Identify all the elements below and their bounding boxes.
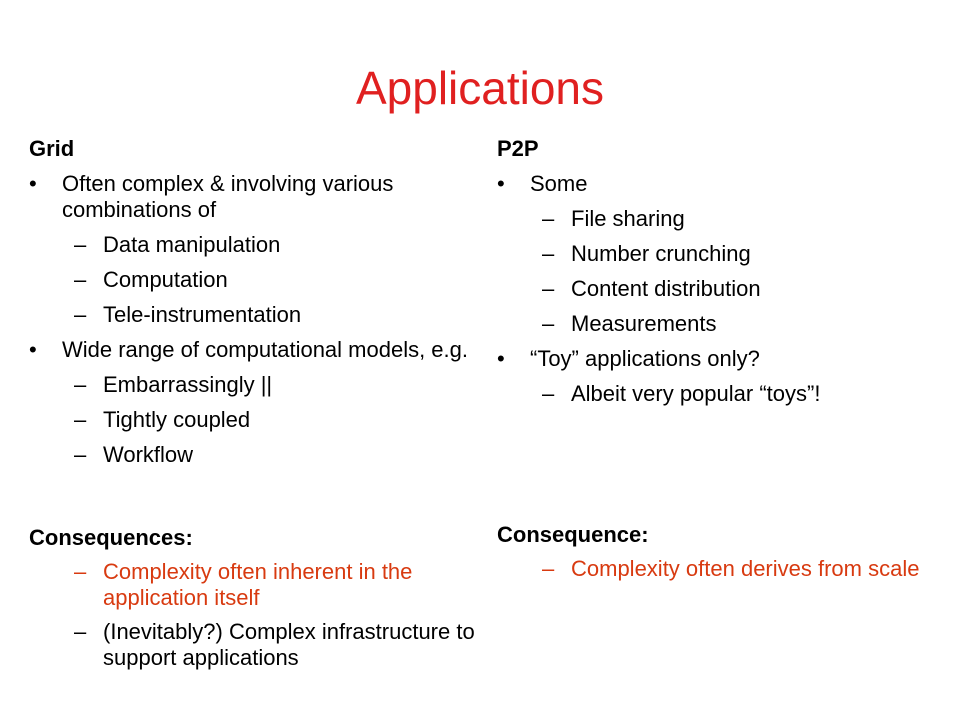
dash-icon: – — [542, 206, 555, 231]
grid-consequences — [29, 525, 484, 671]
bullet-text: Wide range of computational models, e.g. — [62, 337, 469, 362]
consequences-heading: Consequences: — [29, 525, 193, 550]
bullet-text: Some — [530, 171, 588, 196]
sub-item-text: Computation — [103, 267, 228, 292]
p2p-sub-item — [497, 241, 937, 267]
slide-title: Applications — [355, 62, 605, 114]
dash-icon: – — [542, 311, 555, 336]
dash-icon: – — [542, 381, 555, 406]
grid-sub-item — [29, 232, 484, 258]
consequence-item — [29, 619, 484, 671]
dash-icon: – — [542, 556, 555, 581]
sub-item-text: File sharing — [571, 206, 685, 231]
consequence-item — [497, 556, 937, 582]
p2p-bullet — [497, 346, 937, 372]
dash-icon: – — [74, 442, 87, 467]
p2p-sub-item — [497, 311, 937, 337]
p2p-sub-item — [497, 206, 937, 232]
sub-item-text: Albeit very popular “toys”! — [571, 381, 821, 406]
p2p-consequence — [497, 522, 937, 582]
bullet-icon: • — [29, 171, 37, 196]
p2p-sub-item — [497, 276, 937, 302]
grid-sub-item — [29, 372, 484, 398]
bullet-icon: • — [497, 346, 505, 371]
bullet-icon: • — [29, 337, 37, 362]
p2p-column — [497, 136, 937, 407]
dash-icon: – — [74, 302, 87, 327]
dash-icon: – — [542, 276, 555, 301]
grid-bullet — [29, 171, 484, 223]
grid-sub-item — [29, 302, 484, 328]
consequence-text: Complexity often derives from scale — [571, 556, 920, 581]
p2p-heading: P2P — [497, 136, 539, 161]
p2p-bullet — [497, 171, 937, 197]
sub-item-text: Workflow — [103, 442, 194, 467]
grid-bullet — [29, 337, 484, 363]
consequence-heading: Consequence: — [497, 522, 649, 547]
dash-icon: – — [74, 407, 87, 432]
sub-item-text: Number crunching — [571, 241, 751, 266]
sub-item-text: Content distribution — [571, 276, 761, 301]
bullet-text: “Toy” applications only? — [530, 346, 760, 371]
consequence-text: Complexity often inherent in the application itself — [103, 559, 413, 610]
bullet-icon: • — [497, 171, 505, 196]
grid-heading: Grid — [29, 136, 75, 161]
sub-item-text: Tightly coupled — [103, 407, 251, 432]
grid-column — [29, 136, 484, 468]
grid-sub-item — [29, 442, 484, 468]
bullet-text: Often complex & involving various combinations of — [62, 171, 394, 222]
dash-icon: – — [74, 619, 87, 644]
sub-item-text: Measurements — [571, 311, 717, 336]
dash-icon: – — [74, 372, 87, 397]
consequence-item — [29, 559, 484, 611]
dash-icon: – — [542, 241, 555, 266]
sub-item-text: Data manipulation — [103, 232, 281, 257]
p2p-sub-item — [497, 381, 937, 407]
grid-sub-item — [29, 267, 484, 293]
consequence-text: (Inevitably?) Complex infrastructure to support applications — [103, 619, 475, 670]
dash-icon: – — [74, 267, 87, 292]
dash-icon: – — [74, 232, 87, 257]
sub-item-text: Tele-instrumentation — [103, 302, 302, 327]
dash-icon: – — [74, 559, 87, 584]
sub-item-text: Embarrassingly || — [103, 372, 273, 397]
grid-sub-item — [29, 407, 484, 433]
